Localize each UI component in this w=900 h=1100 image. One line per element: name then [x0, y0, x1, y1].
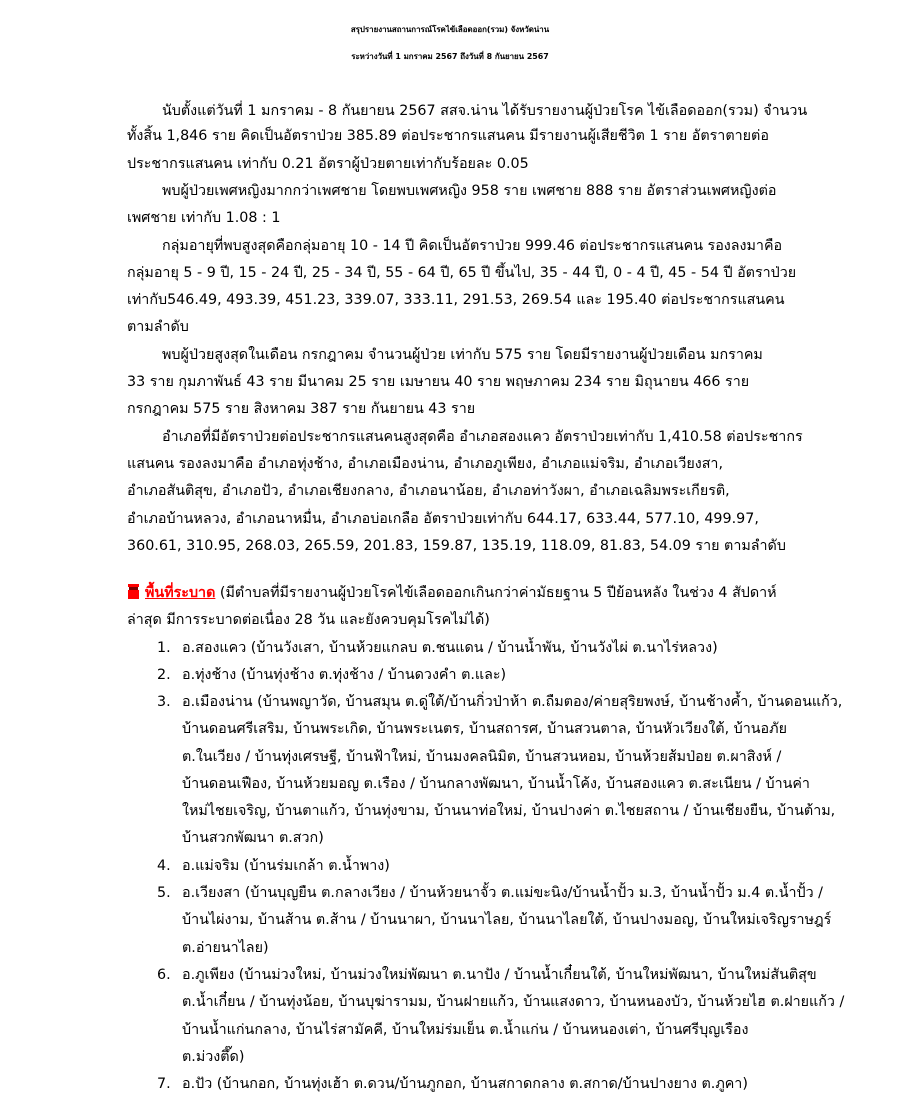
list-item: อ.สองแคว (บ้านวังเสา, บ้านห้วยแกลบ ต.ชนแดน / บ้านน้ำพัน, บ้านวังไผ่ ต.นาไร่หลวง)	[182, 640, 718, 656]
list-item-cont: ต.ในเวียง / บ้านทุ่งเศรษฐี, บ้านฟ้าใหม่, บ้านมงคลนิมิต, บ้านสวนหอม, บ้านห้วยส้มป่อย ต.ผาสิงห์ /	[182, 749, 782, 765]
list-item-cont: ต.อ่ายนาไลย)	[182, 940, 269, 956]
summary-line: ทั้งสิ้น 1,846 ราย คิดเป็นอัตราป่วย 385.89 ต่อประชากรแสนคน มีรายงานผู้เสียชีวิต 1 ราย อัตราตายต่อ	[127, 128, 769, 144]
summary-line: กลุ่มอายุที่พบสูงสุดคือกลุ่มอายุ 10 - 14 ปี คิดเป็นอัตราป่วย 999.46 ต่อประชากรแสนคน รองลงมาคือ	[162, 238, 783, 254]
list-number: 2.	[157, 667, 171, 683]
summary-line: อำเภอบ้านหลวง, อำเภอนาหมื่น, อำเภอบ่อเกลือ อัตราป่วยเท่ากับ 644.17, 633.44, 577.10, 499.97,	[127, 511, 759, 527]
list-item-cont: ต.ม่วงตึ๊ด)	[182, 1049, 245, 1065]
summary-line: กรกฎาคม 575 ราย สิงหาคม 387 ราย กันยายน 43 ราย	[127, 401, 476, 417]
list-item-cont: บ้านน้ำแก่นกลาง, บ้านไร่สามัคคี, บ้านใหม่ร่มเย็น ต.น้ำแก่น / บ้านหนองเต่า, บ้านศรีบุญเรือง	[182, 1022, 749, 1038]
list-item: อ.เมืองน่าน (บ้านพญาวัด, บ้านสมุน ต.ดู่ใต้/บ้านกิ่วป่าห้า ต.ถืมตอง/ค่ายสุริยพงษ์, บ้านช้างค้ำ, บ้านดอนแก้ว,	[182, 694, 843, 710]
summary-line: อำเภอที่มีอัตราป่วยต่อประชากรแสนคนสูงสุดคือ อำเภอสองแคว อัตราป่วยเท่ากับ 1,410.58 ต่อประชากร	[162, 429, 803, 445]
list-number: 1.	[157, 640, 171, 656]
report-title: สรุปรายงานสถานการณ์โรคไข้เลือดออก(รวม) จังหวัดน่าน	[350, 25, 550, 34]
list-item-cont: ใหม่ไชยเจริญ, บ้านตาแก้ว, บ้านทุ่งขาม, บ้านนาท่อใหม่, บ้านปางค่า ต.ไชยสถาน / บ้านเชียงยืน, บ้านต้าม,	[182, 803, 836, 819]
summary-line: เพศชาย เท่ากับ 1.08 : 1	[127, 210, 281, 226]
summary-line: 360.61, 310.95, 268.03, 265.59, 201.83, 159.87, 135.19, 118.09, 81.83, 54.09 ราย ตามลำดับ	[127, 538, 786, 554]
list-item: อ.แม่จริม (บ้านร่มเกล้า ต.น้ำพาง)	[182, 858, 390, 874]
summary-line: แสนคน รองลงมาคือ อำเภอทุ่งช้าง, อำเภอเมืองน่าน, อำเภอภูเพียง, อำเภอแม่จริม, อำเภอเวียงสา,	[127, 456, 724, 472]
summary-line: พบผู้ป่วยเพศหญิงมากกว่าเพศชาย โดยพบเพศหญิง 958 ราย เพศชาย 888 ราย อัตราส่วนเพศหญิงต่อ	[162, 183, 777, 199]
outbreak-label: พื้นที่ระบาด	[145, 585, 216, 601]
report-subtitle: ระหว่างวันที่ 1 มกราคม 2567 ถึงวันที่ 8 กันยายน 2567	[351, 52, 549, 61]
summary-line: เท่ากับ546.49, 493.39, 451.23, 339.07, 333.11, 291.53, 269.54 และ 195.40 ต่อประชากรแสนคน	[127, 292, 785, 308]
list-number: 3.	[157, 694, 171, 710]
list-item-cont: บ้านสวกพัฒนา ต.สวก)	[182, 830, 324, 846]
outbreak-marker-icon	[127, 584, 140, 599]
list-number: 6.	[157, 967, 171, 983]
outbreak-note-cont: ล่าสุด มีการระบาดต่อเนื่อง 28 วัน และยังควบคุมโรคไม่ได้)	[127, 612, 490, 628]
list-item-cont: บ้านไผ่งาม, บ้านส้าน ต.ส้าน / บ้านนาผา, บ้านนาไลย, บ้านนาไลยใต้, บ้านปางมอญ, บ้านใหม่เจริญราษฎร์	[182, 912, 832, 928]
list-number: 7.	[157, 1076, 171, 1092]
outbreak-note: (มีตำบลที่มีรายงานผู้ป่วยโรคไข้เลือดออกเกินกว่าค่ามัธยฐาน 5 ปีย้อนหลัง ในช่วง 4 สัปดาห์	[215, 585, 777, 601]
summary-line: พบผู้ป่วยสูงสุดในเดือน กรกฎาคม จำนวนผู้ป่วย เท่ากับ 575 ราย โดยมีรายงานผู้ป่วยเดือน มกราคม	[162, 347, 763, 363]
list-item: อ.ปัว (บ้านกอก, บ้านทุ่งเฮ้า ต.ดวน/บ้านภูกอก, บ้านสกาดกลาง ต.สกาด/บ้านปางยาง ต.ภูคา)	[182, 1076, 748, 1092]
summary-line: ประชากรแสนคน เท่ากับ 0.21 อัตราผู้ป่วยตายเท่ากับร้อยละ 0.05	[127, 156, 529, 172]
list-item: อ.ภูเพียง (บ้านม่วงใหม่, บ้านม่วงใหม่พัฒนา ต.นาปัง / บ้านน้ำเกี๋ยนใต้, บ้านใหม่พัฒนา, บ้านใหม่สันติสุข	[182, 967, 817, 983]
summary-line: ตามลำดับ	[127, 319, 189, 335]
outbreak-header	[127, 582, 777, 604]
list-number: 5.	[157, 885, 171, 901]
list-item: อ.เวียงสา (บ้านบุญยืน ต.กลางเวียง / บ้านห้วยนาจั้ว ต.แม่ขะนิง/บ้านน้ำปั้ว ม.3, บ้านน้ำปั้ว ม.4 ต.น้ำปั้ว /	[182, 885, 824, 901]
summary-line: 33 ราย กุมภาพันธ์ 43 ราย มีนาคม 25 ราย เมษายน 40 ราย พฤษภาคม 234 ราย มิถุนายน 466 ราย	[127, 374, 750, 390]
summary-line: อำเภอสันติสุข, อำเภอปัว, อำเภอเชียงกลาง, อำเภอนาน้อย, อำเภอท่าวังผา, อำเภอเฉลิมพระเกียรติ,	[127, 483, 730, 499]
list-item: อ.ทุ่งช้าง (บ้านทุ่งช้าง ต.ทุ่งช้าง / บ้านดวงคำ ต.และ)	[182, 667, 507, 683]
list-item-cont: ต.น้ำเกี๋ยน / บ้านทุ่งน้อย, บ้านบุฆ่ารามม, บ้านฝายแก้ว, บ้านแสงดาว, บ้านหนองบัว, บ้านห้วยไฮ ต.ฝายแก้ว /	[182, 994, 845, 1010]
summary-line: กลุ่มอายุ 5 - 9 ปี, 15 - 24 ปี, 25 - 34 ปี, 55 - 64 ปี, 65 ปี ขึ้นไป, 35 - 44 ปี, 0 - 4 ปี, 45 - 54 ปี อัตราป่วย	[127, 265, 797, 281]
list-number: 4.	[157, 858, 171, 874]
summary-line: นับตั้งแต่วันที่ 1 มกราคม - 8 กันยายน 2567 สสจ.น่าน ได้รับรายงานผู้ป่วยโรค ไข้เลือดออก(รวม) จำนวน	[162, 103, 808, 119]
list-item-cont: บ้านดอนศรีเสริม, บ้านพระเกิด, บ้านพระเนตร, บ้านสถารศ, บ้านสวนตาล, บ้านหัวเวียงใต้, บ้านอภัย	[182, 721, 787, 737]
list-item-cont: บ้านดอนเฟือง, บ้านห้วยมอญ ต.เรือง / บ้านกลางพัฒนา, บ้านน้ำโค้ง, บ้านสองแคว ต.สะเนียน / บ้านค่า	[182, 776, 810, 792]
